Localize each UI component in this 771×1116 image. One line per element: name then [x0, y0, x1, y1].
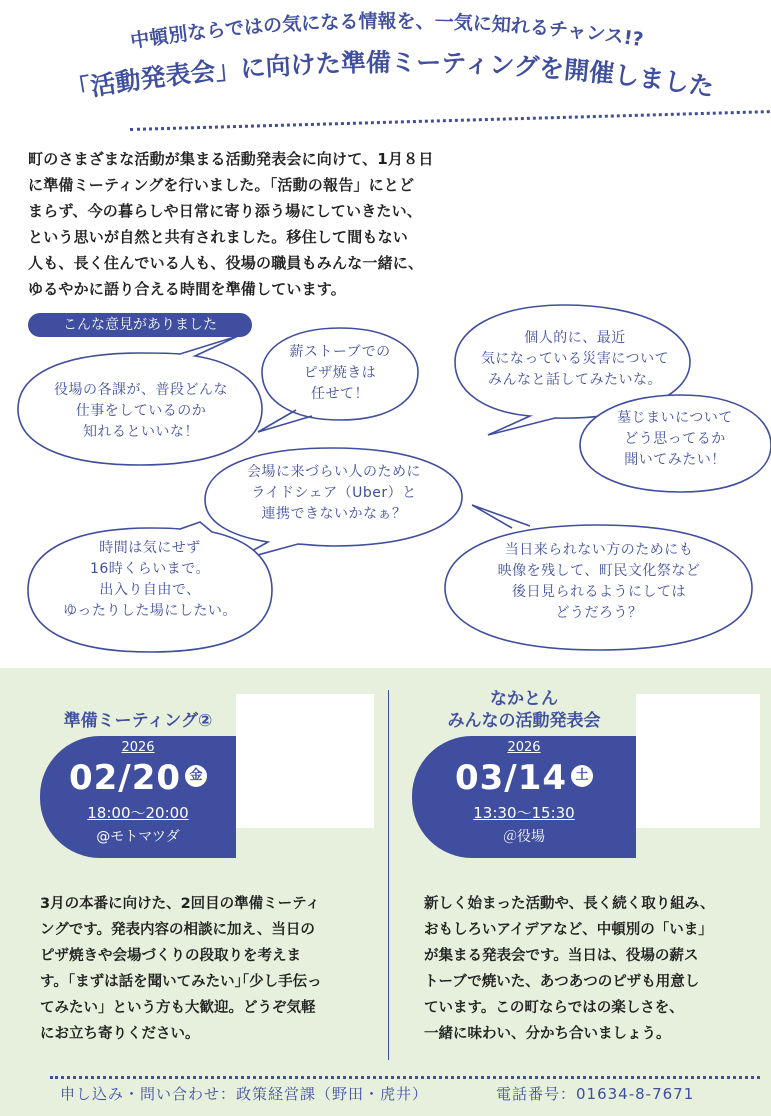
intro-line: という思いが自然と共有されました。移住して間もない	[28, 228, 409, 246]
event-place: @モトマツダ	[96, 829, 180, 845]
event-title: 準備ミーティング②	[63, 711, 213, 731]
footer-divider	[50, 1076, 760, 1079]
event-date: 02/20 金	[40, 756, 236, 800]
event-time: 18:00〜20:00	[87, 804, 189, 822]
intro-line: に準備ミーティングを行いました。「活動の報告」にとど	[28, 176, 415, 194]
header-title: 「活動発表会」に向けた準備ミーティングを開催しました	[63, 47, 716, 106]
contact-text: 申し込み・問い合わせ：政策経営課（野田・虎井）	[60, 1085, 429, 1103]
weekday-badge: 金	[185, 765, 207, 787]
header-subtitle: 中頓別ならではの気になる情報を、一気に知れるチャンス!?	[129, 10, 645, 53]
phone-number[interactable]: 電話番号：01634-8-7671	[496, 1085, 695, 1103]
intro-line: 町のさまざまな活動が集まる活動発表会に向けて、1月８日	[28, 150, 434, 168]
event-description: 新しく始まった活動や、長く続く取り組み、 おもしろいアイデアなど、中頓別の「いま」 が集まる発表会です。当日は、役場の薪ス トーブで焼いた、あつあつのピザも用意し ています。この町ならではの楽しさを、 一緒に味わい、分かち合いましょう。	[424, 896, 715, 1042]
opinion-bubbles	[0, 300, 771, 670]
event-photo	[636, 694, 760, 828]
event-title: なかとん みんなの活動発表会	[447, 689, 601, 731]
intro-paragraph	[28, 146, 468, 302]
headline	[0, 0, 771, 120]
bubble-text: 薪ストーブでの ピザ焼きは 任せて！	[289, 344, 391, 402]
bubble-text: 個人的に、最近 気になっている災害について みんなと話してみたいな。	[480, 330, 670, 388]
bubble-text: 墓じまいについて どう思ってるか 聞いてみたい！	[617, 410, 733, 468]
event-place: ＠役場	[503, 829, 545, 845]
event-year: 2026	[121, 740, 155, 755]
bubble-text: 当日来られない方のためにも 映像を残して、町民文化祭など 後日見られるようにしては どうだろう？	[497, 542, 701, 621]
event-date: 03/14 土	[412, 756, 636, 800]
event-date-card	[40, 736, 236, 858]
intro-line: まらず、今の暮らしや日常に寄り添う場にしていきたい、	[28, 202, 423, 220]
footer-contact	[60, 1083, 740, 1104]
event-description: 3月の本番に向けた、2回目の準備ミーティ ングです。発表内容の相談に加え、当日の ピザ焼きや会場づくりの段取りを考えま す。｢まずは話を聞いてみたい｣｢少し手伝っ てみたい」という方も大歓迎。どうぞ気軽 にお立ち寄りください。	[40, 896, 322, 1042]
event-year: 2026	[507, 740, 541, 755]
event-date-card	[412, 736, 636, 858]
intro-line: ゆるやかに語り合える時間を準備しています。	[28, 280, 347, 298]
opinions-label: こんな意見がありました	[28, 313, 252, 337]
weekday-badge: 土	[571, 765, 593, 787]
bubble-text: 会場に来づらい人のために ライドシェア（Uber）と 連携できないかなぁ？	[247, 464, 421, 522]
intro-line: 人も、長く住んでいる人も、役場の職員もみんな一緒に、	[28, 254, 424, 272]
events-divider	[388, 690, 389, 1060]
event-photo	[236, 694, 374, 828]
bubble-text: 時間は気にせず 16時くらいまで。 出入り自由で、 ゆったりした場にしたい。	[63, 540, 237, 619]
event-time: 13:30〜15:30	[473, 804, 575, 822]
bubble-text: 役場の各課が、普段どんな 仕事をしているのか 知れるといいな！	[54, 382, 228, 440]
